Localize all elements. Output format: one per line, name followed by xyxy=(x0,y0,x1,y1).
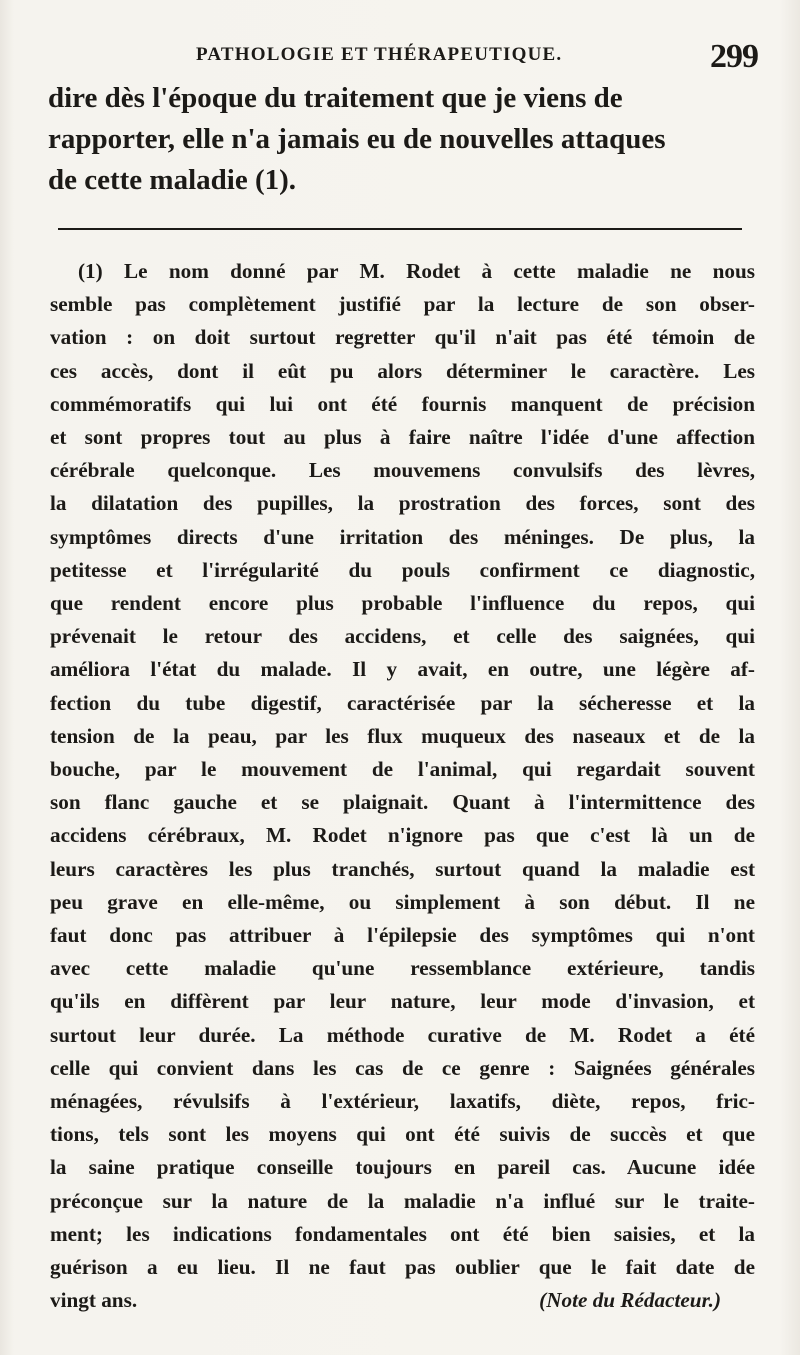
footnote-line: commémoratifs qui lui ont été fournis manquent de précision xyxy=(50,391,755,416)
footnote-line: bouche, par le mouvement de l'animal, qui regardait souvent xyxy=(50,757,755,782)
footnote-line: la saine pratique conseille toujours en pareil cas. Aucune idée xyxy=(50,1155,755,1180)
footnote-line: prévenait le retour des accidens, et celle des saignées, qui xyxy=(50,624,755,649)
footnote-line: faut donc pas attribuer à l'épilepsie des symptômes qui n'ont xyxy=(50,923,755,948)
page-number: 299 xyxy=(710,38,758,75)
footnote-line: son flanc gauche et se plaignait. Quant à l'intermittence des xyxy=(50,790,755,815)
footnote-line: accidens cérébraux, M. Rodet n'ignore pas que c'est là un de xyxy=(50,823,755,848)
footnote-line: préconçue sur la nature de la maladie n'a influé sur le traite- xyxy=(50,1188,755,1213)
footnote-line: ménagées, révulsifs à l'extérieur, laxatifs, diète, repos, fric- xyxy=(50,1089,755,1114)
footnote-line: cérébrale quelconque. Les mouvemens convulsifs des lèvres, xyxy=(50,458,755,483)
footnote-line: que rendent encore plus probable l'influence du repos, qui xyxy=(50,591,755,616)
footnote-line: et sont propres tout au plus à faire naître l'idée d'une affection xyxy=(50,425,755,450)
footnote-line: petitesse et l'irrégularité du pouls confirment ce diagnostic, xyxy=(50,557,755,582)
footnote-line: tension de la peau, par les flux muqueux des naseaux et de la xyxy=(50,723,755,748)
footnote-line: qu'ils en diffèrent par leur nature, leur mode d'invasion, et xyxy=(50,989,755,1014)
footnote-line: leurs caractères les plus tranchés, surtout quand la maladie est xyxy=(50,856,755,881)
footnote-line: tions, tels sont les moyens qui ont été suivis de succès et que xyxy=(50,1122,755,1147)
main-text xyxy=(48,78,748,201)
footnote-line: peu grave en elle-même, ou simplement à son début. Il ne xyxy=(50,889,755,914)
footnote-line: celle qui convient dans les cas de ce genre : Saignées générales xyxy=(50,1055,755,1080)
footnote-line: améliora l'état du malade. Il y avait, en outre, une légère af- xyxy=(50,657,755,682)
footnote-line: ces accès, dont il eût pu alors déterminer le caractère. Les xyxy=(50,358,755,383)
footnote-separator-rule xyxy=(58,228,742,230)
footnote-line: vation : on doit surtout regretter qu'il n'ait pas été témoin de xyxy=(50,325,755,350)
footnote-last-line xyxy=(50,1284,755,1317)
footnote-line: fection du tube digestif, caractérisée par la sécheresse et la xyxy=(50,690,755,715)
main-text-line: de cette maladie (1). xyxy=(48,164,297,196)
running-title: PATHOLOGIE ET THÉRAPEUTIQUE. xyxy=(196,44,563,65)
running-head xyxy=(48,40,768,80)
footnote xyxy=(50,255,755,1318)
footnote-line: la dilatation des pupilles, la prostration des forces, sont des xyxy=(50,491,755,516)
footnote-line: avec cette maladie qu'une ressemblance extérieure, tandis xyxy=(50,956,755,981)
main-text-line: rapporter, elle n'a jamais eu de nouvelles attaques xyxy=(48,123,666,155)
footnote-line: symptômes directs d'une irritation des méninges. De plus, la xyxy=(50,524,755,549)
footnote-line: surtout leur durée. La méthode curative de M. Rodet a été xyxy=(50,1022,755,1047)
note-attribution: (Note du Rédacteur.) xyxy=(539,1288,721,1313)
main-text-line: dire dès l'époque du traitement que je viens de xyxy=(48,82,623,114)
footnote-line: guérison a eu lieu. Il ne faut pas oublier que le fait date de xyxy=(50,1255,755,1280)
footnote-line: vingt ans. xyxy=(50,1288,138,1313)
footnote-line: (1) Le nom donné par M. Rodet à cette maladie ne nous xyxy=(78,259,755,283)
footnote-line: ment; les indications fondamentales ont été bien saisies, et la xyxy=(50,1221,755,1246)
footnote-line: semble pas complètement justifié par la lecture de son obser- xyxy=(50,292,755,317)
